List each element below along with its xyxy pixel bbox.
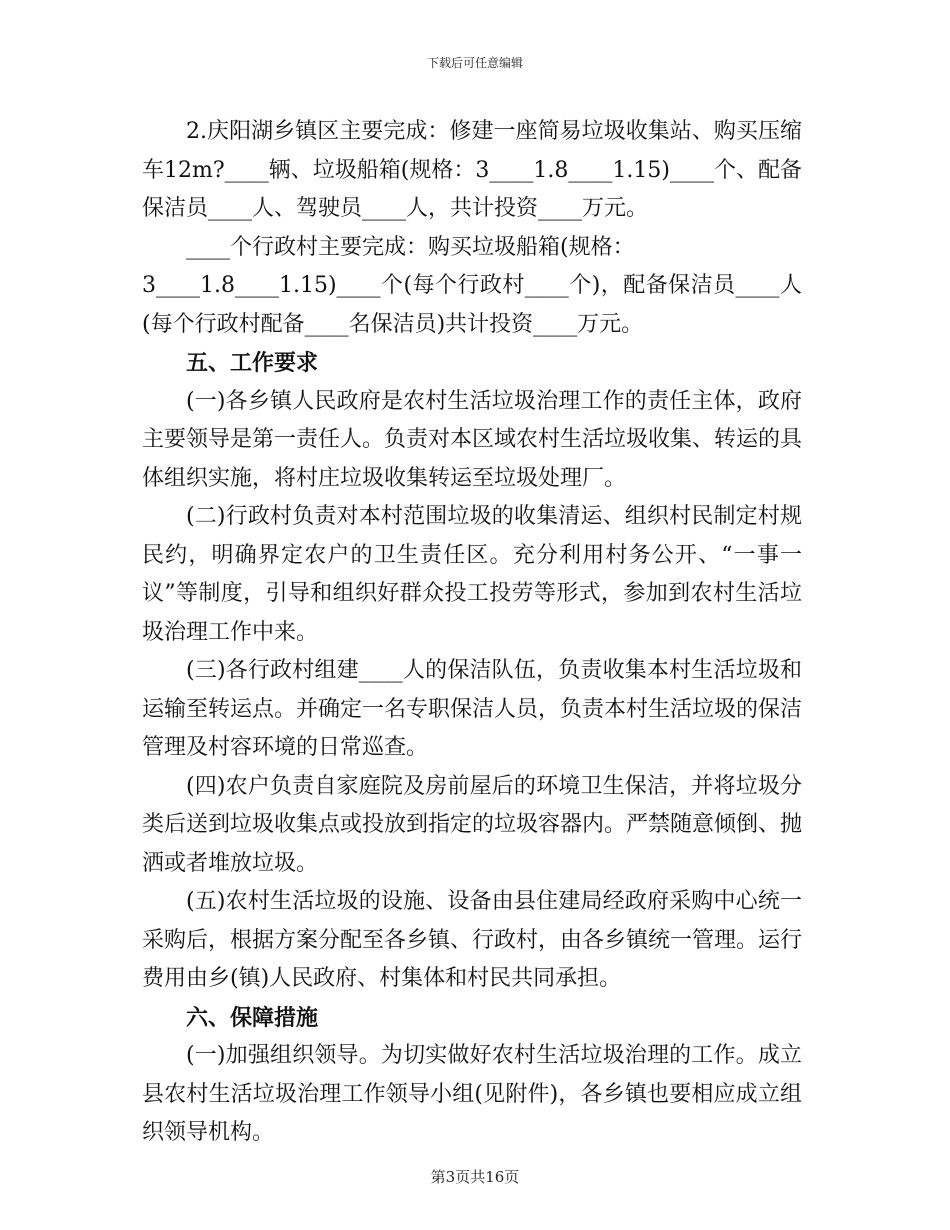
paragraph-requirement-4: (四)农户负责自家庭院及房前屋后的环境卫生保洁，并将垃圾分类后送到垃圾收集点或投放到指定的垃圾容器内。严禁随意倾倒、抛洒或者堆放垃圾。 xyxy=(142,773,803,876)
paragraph-requirement-5: (五)农村生活垃圾的设施、设备由县住建局经政府采购中心统一采购后，根据方案分配至各乡镇、行政村，由各乡镇统一管理。运行费用由乡(镇)人民政府、村集体和村民共同承担。 xyxy=(142,889,803,991)
page-header-note: 下载后可任意编辑 xyxy=(426,56,523,70)
paragraph-villages-rest: 3____1.8____1.15)____个(每个行政村____个)，配备保洁员____人(每个行政村配备____名保洁员)共计投资____万元。 xyxy=(142,273,802,337)
paragraph-villages-line1: ____个行政村主要完成：购买垃圾船箱(规格： xyxy=(186,234,635,260)
section-heading-work-requirements: 五、工作要求 xyxy=(186,350,319,376)
paragraph-safeguard-1: (一)加强组织领导。为切实做好农村生活垃圾治理的工作。成立县农村生活垃圾治理工作领导小组(见附件)，各乡镇也要相应成立组织领导机构。 xyxy=(142,1043,802,1145)
paragraph-requirement-1: (一)各乡镇人民政府是农村生活垃圾治理工作的责任主体，政府主要领导是第一责任人。负责对本区域农村生活垃圾收集、转运的具体组织实施，将村庄垃圾收集转运至垃圾处理厂。 xyxy=(142,388,803,491)
page-number: 第3页共16页 xyxy=(430,1168,520,1186)
paragraph-qingyanghu: 2.庆阳湖乡镇区主要完成：修建一座简易垃圾收集站、购买压缩车12m?____辆、垃圾船箱(规格：3____1.8____1.15)____个、配备保洁员____人、驾驶员____人，共计投资____万元。 xyxy=(142,119,802,221)
paragraph-requirement-2: (二)行政村负责对本村范围垃圾的收集清运、组织村民制定村规民约，明确界定农户的卫生责任区。充分利用村务公开、“一事一议”等制度，引导和组织好群众投工投劳等形式，参加到农村生活垃圾治理工作中来。 xyxy=(142,504,802,645)
document-body xyxy=(142,113,802,1153)
section-heading-safeguards: 六、保障措施 xyxy=(186,1004,319,1031)
paragraph-requirement-3: (三)各行政村组建____人的保洁队伍，负责收集本村生活垃圾和运输至转运点。并确定一名专职保洁人员，负责本村生活垃圾的保洁管理及村容环境的日常巡查。 xyxy=(142,658,803,760)
